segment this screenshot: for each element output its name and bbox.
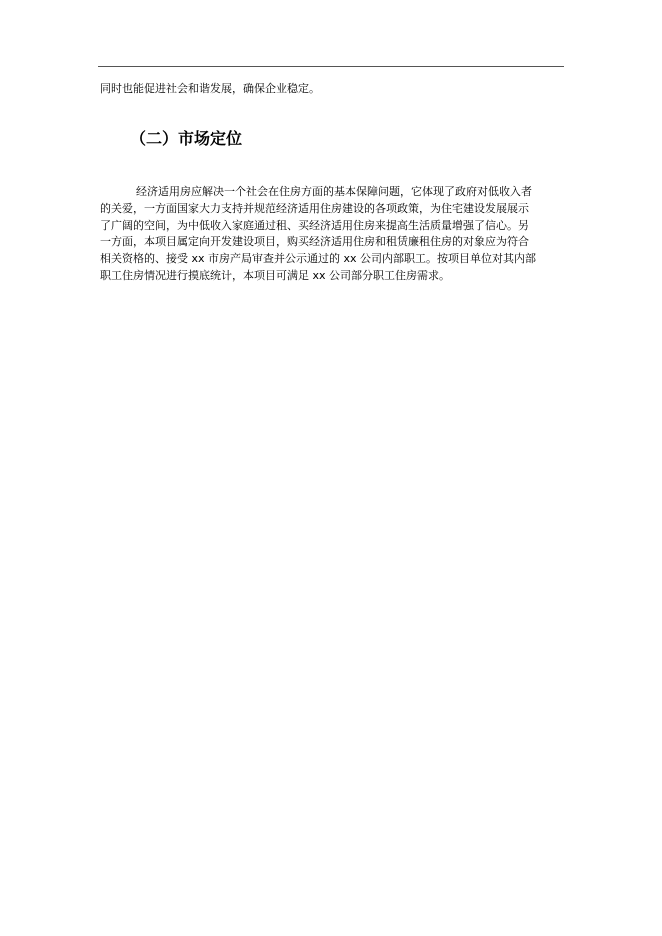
- paragraph-line: 一方面，本项目属定向开发建设项目，购买经济适用住房和租赁廉租住房的对象应为符合: [100, 235, 529, 249]
- paragraph-line: 相关资格的、接受 xx 市房产局审查并公示通过的 xx 公司内部职工。按项目单位对其内部: [100, 252, 537, 266]
- header-rule: [98, 66, 564, 67]
- paragraph-line: 的关爱，一方面国家大力支持并规范经济适用住房建设的各项政策，为住宅建设发展展示: [100, 201, 529, 215]
- paragraph-line: 了广阔的空间，为中低收入家庭通过租、买经济适用住房来提高生活质量增强了信心。另: [100, 218, 529, 232]
- body-paragraph: [100, 184, 560, 285]
- paragraph-line: 经济适用房应解决一个社会在住房方面的基本保障问题，它体现了政府对低收入者: [136, 185, 532, 198]
- paragraph-line: 职工住房情况进行摸底统计，本项目可满足 xx 公司部分职工住房需求。: [100, 268, 451, 282]
- continued-paragraph: 同时也能促进社会和谐发展，确保企业稳定。: [100, 82, 320, 95]
- section-heading: （二）市场定位: [130, 129, 243, 148]
